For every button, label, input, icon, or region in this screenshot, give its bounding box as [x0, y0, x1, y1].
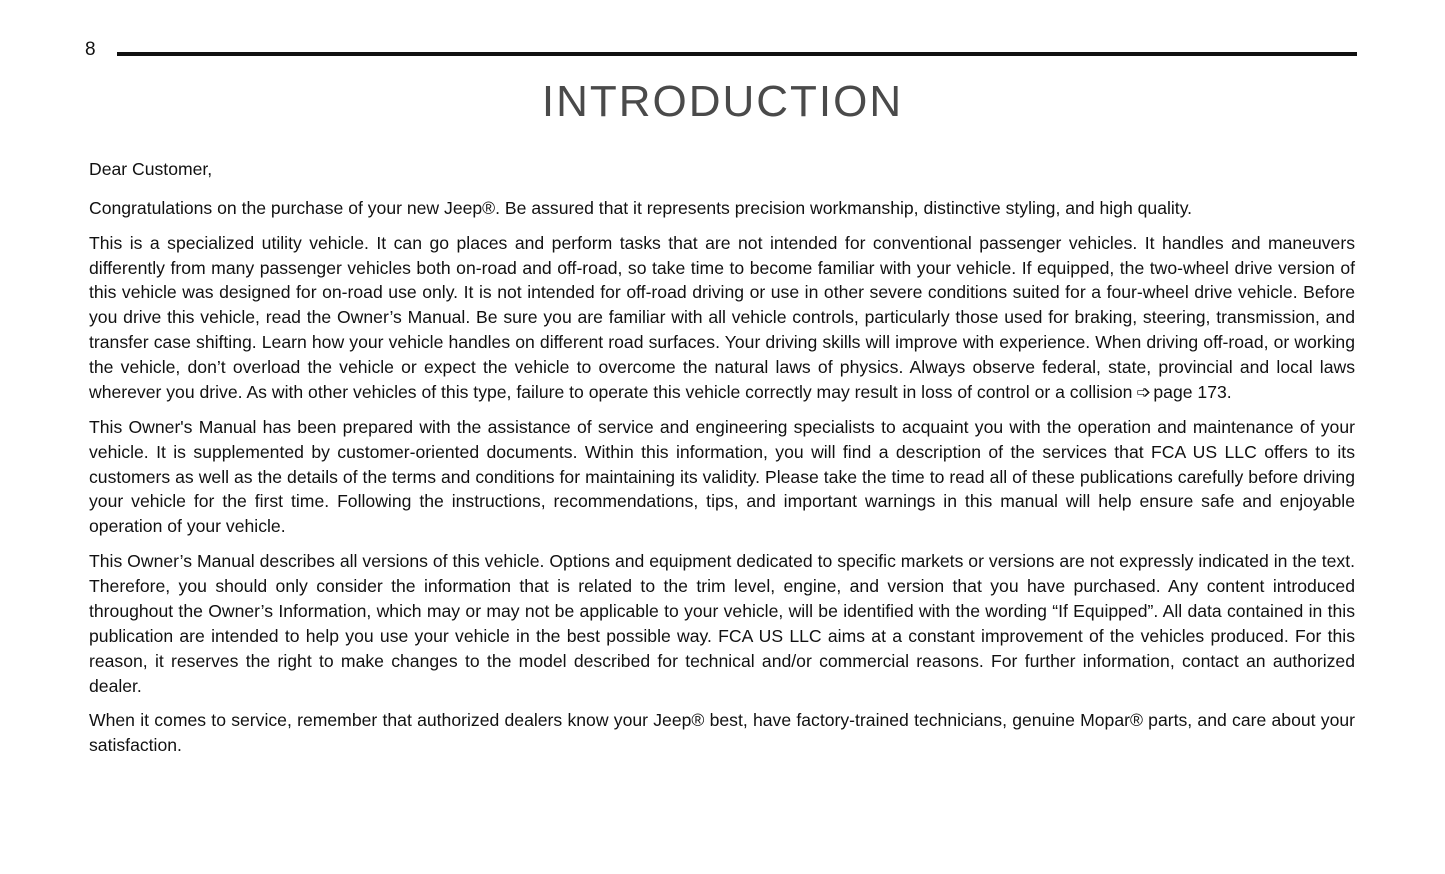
paragraph-utility-vehicle [89, 231, 1355, 405]
section-title: INTRODUCTION [541, 77, 904, 126]
page-reference-arrow-icon: ➩ [1136, 382, 1152, 403]
paragraph-utility-text: This is a specialized utility vehicle. It can go places and perform tasks that are not intended for conventional passenger vehicles. It handles and maneuvers differently from many passenger vehicles both on-road and off-road, so take time to become familiar with your vehicle. If equipped, the two-wheel drive version of this vehicle was designed for on-road use only. It is not intended for off-road driving or use in other severe conditions suited for a four-wheel drive vehicle. Before you drive this vehicle, read the Owner’s Manual. Be sure you are familiar with all vehicle controls, particularly those used for braking, steering, transmission, and transfer case shifting. Learn how your vehicle handles on different road surfaces. Your driving skills will improve with experience. When driving off-road, or working the vehicle, don’t overload the vehicle or expect the vehicle to overcome the natural laws of physics. Always observe federal, state, provincial and local laws wherever you drive. As with other vehicles of this type, failure to operate this vehicle correctly may result in loss of control or a collision [89, 232, 1355, 403]
paragraph-versions: This Owner’s Manual describes all versions of this vehicle. Options and equipment dedicated to specific markets or versions are not expressly indicated in the text. Therefore, you should only consider the information that is related to the trim level, engine, and version that you have purchased. Any content introduced throughout the Owner’s Information, which may or may not be applicable to your vehicle, will be identified with the wording “If Equipped”. All data contained in this publication are intended to help you use your vehicle in the best possible way. FCA US LLC aims at a constant improvement of the vehicles produced. For this reason, it reserves the right to make changes to the model described for technical and/or commercial reasons. For further information, contact an authorized dealer. [89, 551, 1355, 696]
paragraph-manual-prepared: This Owner's Manual has been prepared with the assistance of service and engineering specialists to acquaint you with the operation and maintenance of your vehicle. It is supplemented by customer-oriented documents. Within this information, you will find a description of the services that FCA US LLC offers to its customers as well as the details of the terms and conditions for maintaining its validity. Please take the time to read all of these publications carefully before driving your vehicle for the first time. Following the instructions, recommendations, tips, and important warnings in this manual will help ensure safe and enjoyable operation of your vehicle. [89, 416, 1355, 537]
page-number: 8 [85, 39, 96, 60]
page-reference-link[interactable]: page 173. [1153, 382, 1232, 403]
greeting: Dear Customer, [89, 159, 213, 179]
header-rule [117, 52, 1357, 56]
page-body [89, 157, 1355, 768]
paragraph-congratulations: Congratulations on the purchase of your new Jeep®. Be assured that it represents precision workmanship, distinctive styling, and high quality. [89, 197, 1193, 218]
paragraph-service: When it comes to service, remember that authorized dealers know your Jeep® best, have factory-trained technicians, genuine Mopar® parts, and care about your satisfaction. [89, 710, 1355, 756]
